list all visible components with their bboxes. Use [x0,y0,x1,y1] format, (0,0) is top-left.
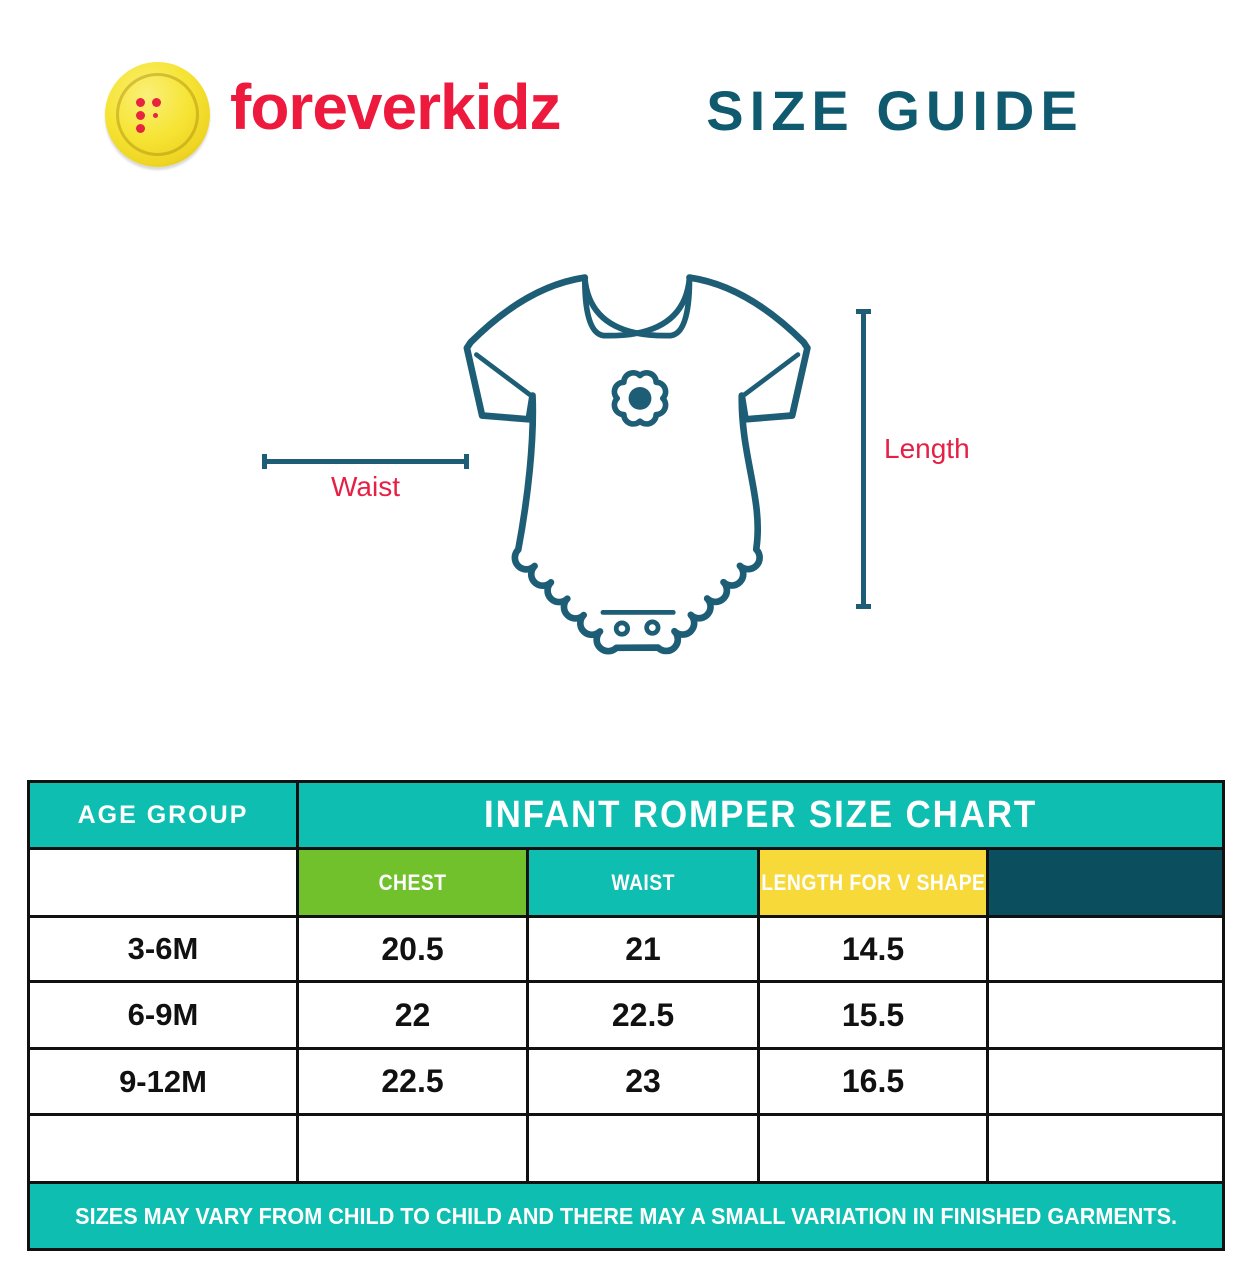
romper-diagram [445,250,835,659]
waist-label: Waist [331,471,400,502]
table-cell-empty [529,1116,757,1181]
chest-column-header [299,850,526,915]
table-cell-empty [299,1116,526,1181]
brand-name: foreverkidz [230,71,561,143]
button-dot [136,98,145,107]
chest-column-label: CHEST [378,869,447,895]
length-label: Length [884,433,970,464]
waist-column-header [529,850,757,915]
subheader-spacer-cell [989,850,1222,915]
table-row-age: 3-6M [30,918,296,980]
length-column-header [760,850,986,915]
button-dot [136,111,145,120]
table-cell-length: 15.5 [760,983,986,1047]
footer-note-text: SIZES MAY VARY FROM CHILD TO CHILD AND THERE MAY A SMALL VARIATION IN FINISHED GARMENTS. [75,1202,1177,1229]
table-cell-waist: 23 [529,1050,757,1113]
table-cell-empty [989,1050,1222,1113]
table-cell-length: 16.5 [760,1050,986,1113]
table-cell-waist: 22.5 [529,983,757,1047]
waist-column-label: WAIST [611,869,675,895]
button-dot [136,124,145,133]
button-dot [153,113,158,118]
table-cell-chest: 22 [299,983,526,1047]
size-chart-table [27,780,1225,1251]
subheader-empty-cell [30,850,296,915]
table-cell-empty [989,983,1222,1047]
table-cell-empty [760,1116,986,1181]
table-footer-note [30,1184,1222,1248]
button-dot [152,98,161,107]
length-measure-line [861,310,866,608]
table-cell-waist: 21 [529,918,757,980]
age-group-header: AGE GROUP [30,783,296,847]
table-cell-empty [30,1116,296,1181]
table-title-text: INFANT ROMPER SIZE CHART [483,793,1038,836]
button-icon [105,62,210,167]
table-cell-empty [989,918,1222,980]
table-row-age: 9-12M [30,1050,296,1113]
table-cell-chest: 22.5 [299,1050,526,1113]
table-cell-chest: 20.5 [299,918,526,980]
waist-measure-line [263,459,468,464]
table-title [299,783,1222,847]
table-row-age: 6-9M [30,983,296,1047]
length-column-label: LENGTH FOR V SHAPE [760,869,986,895]
table-cell-empty [989,1116,1222,1181]
table-cell-length: 14.5 [760,918,986,980]
page-title: SIZE GUIDE [706,79,1084,142]
